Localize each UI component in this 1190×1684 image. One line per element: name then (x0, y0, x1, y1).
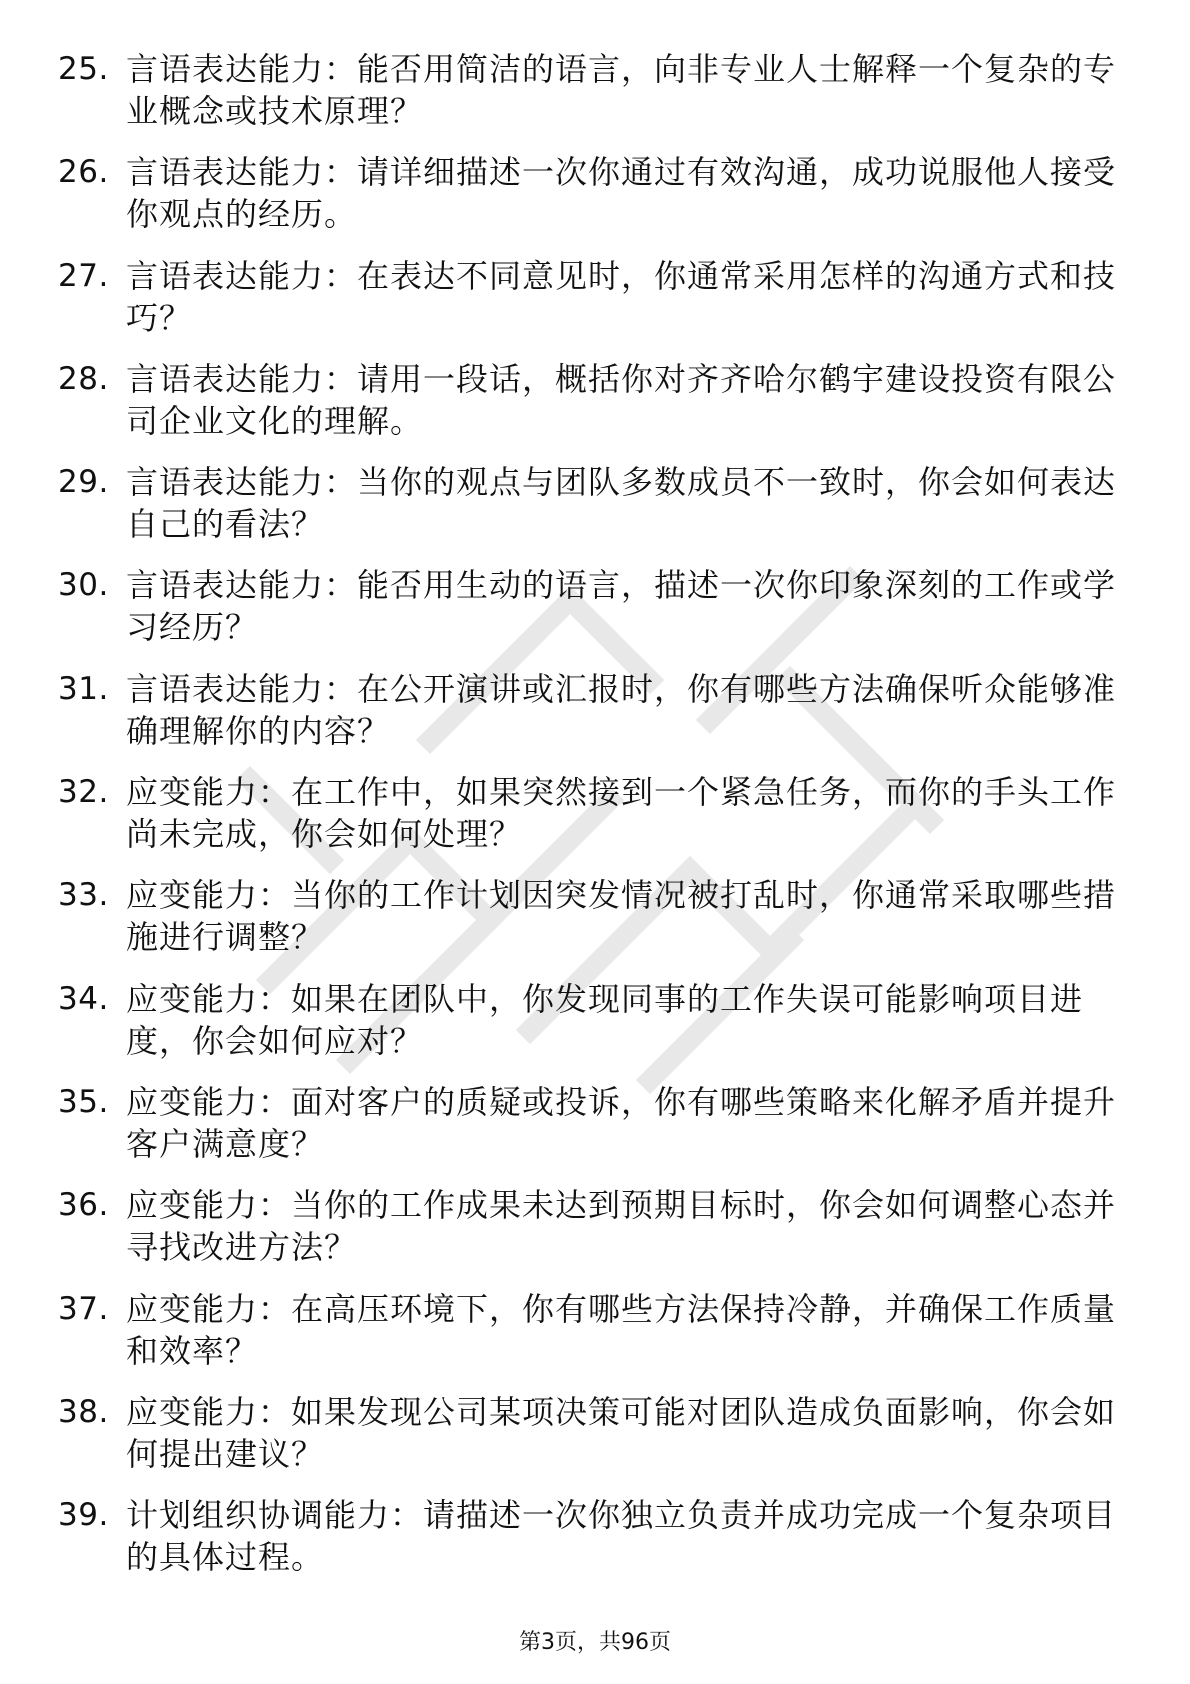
question-number: 27. (58, 257, 109, 294)
question-text: 应变能力：当你的工作计划因突发情况被打乱时，你通常采取哪些措施进行调整？ (126, 876, 1117, 957)
question-list (58, 48, 1118, 1597)
question-number: 26. (58, 154, 109, 191)
question-number: 39. (58, 1497, 109, 1534)
question-text: 言语表达能力：能否用简洁的语言，向非专业人士解释一个复杂的专业概念或技术原理？ (126, 50, 1117, 130)
list-item (58, 564, 1118, 667)
page-number-footer: 第3页，共96页 (519, 1630, 671, 1655)
question-text: 言语表达能力：请用一段话，概括你对齐齐哈尔鹤宇建设投资有限公司企业文化的理解。 (126, 359, 1117, 440)
list-item (58, 874, 1118, 977)
question-number: 37. (58, 1290, 109, 1327)
list-item (58, 461, 1118, 564)
list-item (58, 1288, 1118, 1391)
question-number: 25. (58, 51, 109, 87)
question-text: 计划组织协调能力：请描述一次你独立负责并成功完成一个复杂项目的具体过程。 (126, 1496, 1117, 1577)
question-text: 应变能力：在高压环境下，你有哪些方法保持冷静，并确保工作质量和效率？ (126, 1289, 1117, 1370)
question-number: 32. (58, 774, 109, 811)
question-text: 应变能力：面对客户的质疑或投诉，你有哪些策略来化解矛盾并提升客户满意度？ (126, 1082, 1117, 1163)
list-item (58, 255, 1118, 358)
question-text: 言语表达能力：在公开演讲或汇报时，你有哪些方法确保听众能够准确理解你的内容？ (126, 669, 1117, 750)
list-item (58, 151, 1118, 254)
question-number: 38. (58, 1393, 109, 1430)
question-number: 36. (58, 1187, 109, 1224)
list-item (58, 771, 1118, 874)
question-number: 33. (58, 877, 109, 914)
question-number: 34. (58, 980, 109, 1017)
question-text: 应变能力：在工作中，如果突然接到一个紧急任务，而你的手头工作尚未完成，你会如何处理？ (126, 773, 1117, 854)
list-item (58, 1184, 1118, 1287)
question-text: 应变能力：如果发现公司某项决策可能对团队造成负面影响，你会如何提出建议？ (126, 1392, 1117, 1473)
question-number: 30. (58, 567, 109, 604)
list-item (58, 1081, 1118, 1184)
question-text: 言语表达能力：当你的观点与团队多数成员不一致时，你会如何表达自己的看法？ (126, 463, 1117, 544)
question-text: 应变能力：如果在团队中，你发现同事的工作失误可能影响项目进度，你会如何应对？ (126, 979, 1084, 1060)
list-item (58, 1494, 1118, 1597)
list-item (58, 1391, 1118, 1494)
question-number: 31. (58, 670, 109, 707)
question-number: 28. (58, 360, 109, 397)
question-number: 35. (58, 1083, 109, 1120)
list-item (58, 978, 1118, 1081)
question-text: 应变能力：当你的工作成果未达到预期目标时，你会如何调整心态并寻找改进方法？ (126, 1186, 1117, 1267)
question-text: 言语表达能力：请详细描述一次你通过有效沟通，成功说服他人接受你观点的经历。 (126, 153, 1117, 234)
question-number: 29. (58, 464, 109, 501)
list-item (58, 48, 1118, 151)
list-item (58, 668, 1118, 771)
question-text: 言语表达能力：能否用生动的语言，描述一次你印象深刻的工作或学习经历？ (126, 566, 1117, 647)
question-text: 言语表达能力：在表达不同意见时，你通常采用怎样的沟通方式和技巧？ (126, 256, 1117, 337)
list-item (58, 358, 1118, 461)
